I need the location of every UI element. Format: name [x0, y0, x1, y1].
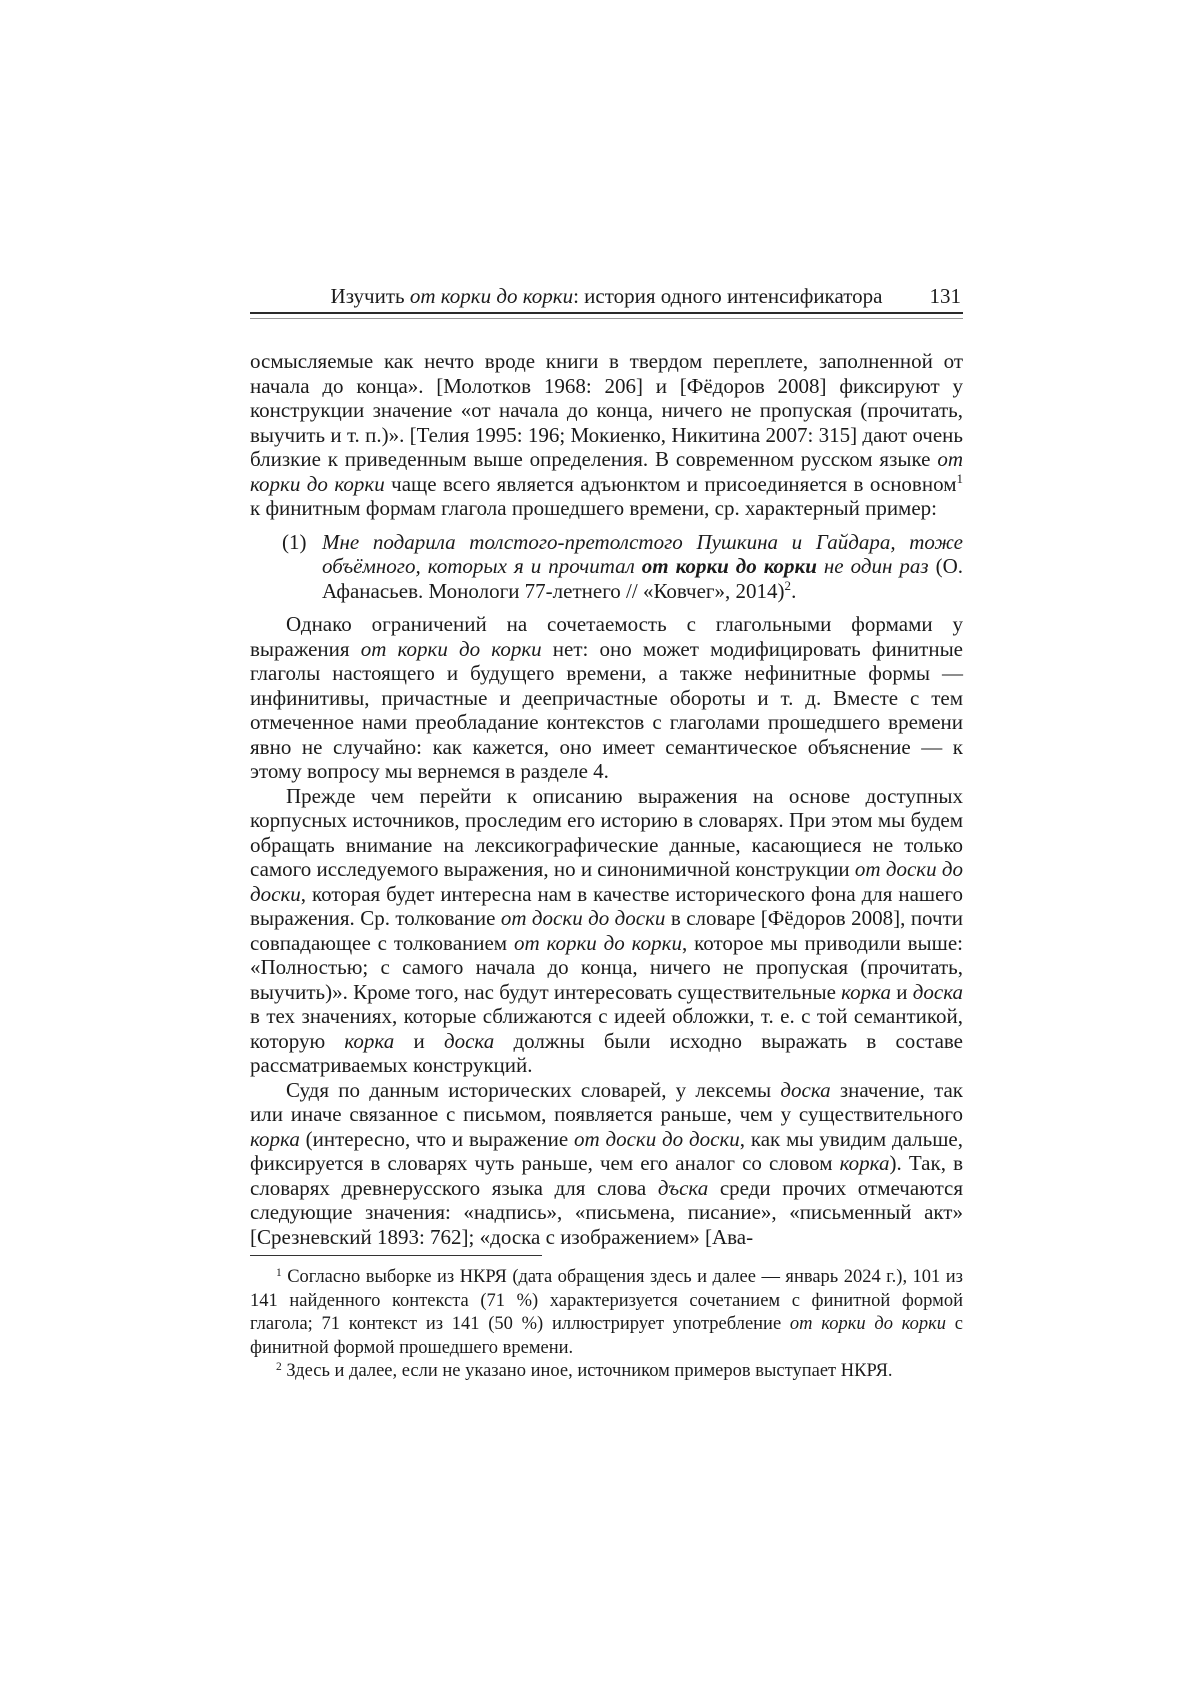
footnotes-section — [250, 1255, 963, 1384]
paragraph-4: Судя по данным исторических словарей, у лексемы доска значение, так или иначе связанное с письмом, появляется раньше, чем у существительного корка (интересно, что и выражение от доски до доски, как мы увидим дальше, фиксируется в словарях чуть раньше, чем его аналог со словом корка). Так, в словарях древнерусского языка для слова дъска среди прочих отмечаются следующие значения: «надпись», «письмена, писание», «письменный акт» [Срезневский 1893: 762]; «доска с изображением» [Ава- — [250, 1077, 963, 1249]
running-header-title: Изучить от корки до корки: история одного интенсификатора — [330, 284, 883, 308]
page-number: 131 — [929, 284, 961, 308]
footnote-2: $^2$ Здесь и далее, если не указано иное, источником примеров выступает НКРЯ. — [276, 1360, 893, 1381]
footnote-separator — [250, 1255, 542, 1256]
running-header — [250, 284, 963, 308]
example-number: (1) — [282, 529, 307, 554]
paragraph-1: осмысляемые как нечто вроде книги в твердом переплете, заполненной от начала до конца». [Молотков 1968: 206] и [Фёдоров 2008] фиксируют у конструкции значение «от начала до конца, ничего не пропуская (прочитать, выучить и т. п.)». [Телия 1995: 196; Мокиенко, Никитина 2007: 315] дают очень близкие к приведенным выше определения. В современном русском языке от корки до корки чаще всего является адъюнктом и присоединяется в основном$^1$ к финитным формам глагола прошедшего времени, ср. характерный пример: — [250, 349, 963, 520]
page-content — [250, 0, 963, 1384]
example-block — [282, 530, 963, 604]
example-text: Мне подарила толстого-претолстого Пушкина и Гайдара, тоже объёмного, которых я и прочитал от корки до корки не один раз (О. Афанасьев. Монологи 77-летнего // «Ковчег», 2014)$^2$. — [322, 529, 964, 603]
footnote-1: $^1$ Согласно выборке из НКРЯ (дата обращения здесь и далее — январь 2024 г.), 101 из 141 найденного контекста (71 %) характеризуется сочетанием с финитной формой глагола; 71 контекст из 141 (50 %) иллюстрирует употребление от корки до корки с финитной формой прошедшего времени. — [250, 1266, 963, 1358]
paragraph-2: Однако ограничений на сочетаемость с глагольными формами у выражения от корки до корки нет: оно может модифицировать финитные глаголы настоящего и будущего времени, а также нефинитные формы — инфинитивы, причастные и деепричастные обороты и т. д. Вместе с тем отмеченное нами преобладание контекстов с глаголами прошедшего времени явно не случайно: как кажется, оно имеет семантическое объяснение — к этому вопросу мы вернемся в разделе 4. — [250, 612, 964, 783]
header-rule — [250, 312, 963, 319]
body-text — [250, 349, 963, 1249]
paragraph-3: Прежде чем перейти к описанию выражения на основе доступных корпусных источников, проследим его историю в словарях. При этом мы будем обращать внимание на лексикографические данные, касающиеся не только самого исследуемого выражения, но и синонимичной конструкции от доски до доски, которая будет интересна нам в качестве исторического фона для нашего выражения. Ср. толкование от доски до доски в словаре [Фёдоров 2008], почти совпадающее с толкованием от корки до корки, которое мы приводили выше: «Полностью; с самого начала до конца, ничего не пропуская (прочитать, выучить)». Кроме того, нас будут интересовать существительные корка и доска в тех значениях, которые сближаются с идеей обложки, т. е. с той семантикой, которую корка и доска должны были исходно выражать в составе рассматриваемых конструкций. — [250, 783, 963, 1077]
